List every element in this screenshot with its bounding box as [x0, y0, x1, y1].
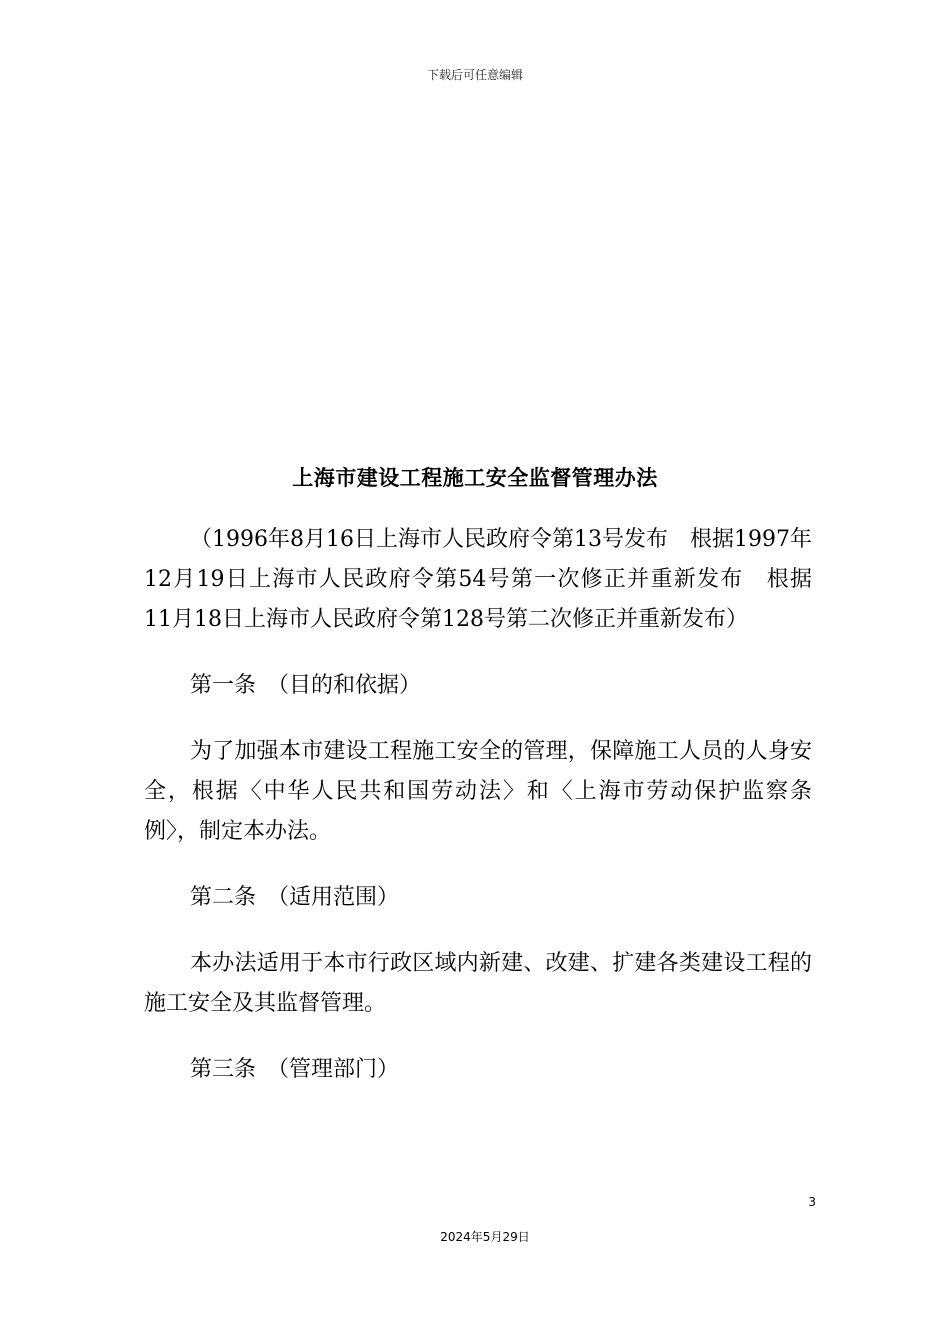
article-paragraph: 本办法适用于本市行政区域内新建、改建、扩建各类建设工程的施工安全及其监督管理。	[144, 951, 812, 1016]
article-paragraph: 为了加强本市建设工程施工安全的管理，保障施工人员的人身安全，根据〈中华人民共和国劳动法〉和〈上海市劳动保护监察条例〉，制定本办法。	[144, 739, 812, 844]
article-heading: 第二条 （适用范围）	[190, 885, 400, 910]
document-title: 上海市建设工程施工安全监督管理办法	[292, 466, 658, 490]
preamble-paragraph: （1996年8月16日上海市人民政府令第13号发布 根据1997年12月19日上海市人民政府令第54号第一次修正并重新发布 根据 11月18日上海市人民政府令第128号第二次修正并重新发布）	[144, 527, 835, 632]
page-number: 3	[808, 1195, 816, 1209]
page-footer-date: 2024年5月29日	[440, 1230, 530, 1244]
page-header: 下载后可任意编辑	[426, 68, 523, 82]
article-heading: 第一条 （目的和依据）	[190, 673, 422, 698]
document-body	[144, 520, 835, 1116]
article-heading: 第三条 （管理部门）	[190, 1057, 400, 1082]
